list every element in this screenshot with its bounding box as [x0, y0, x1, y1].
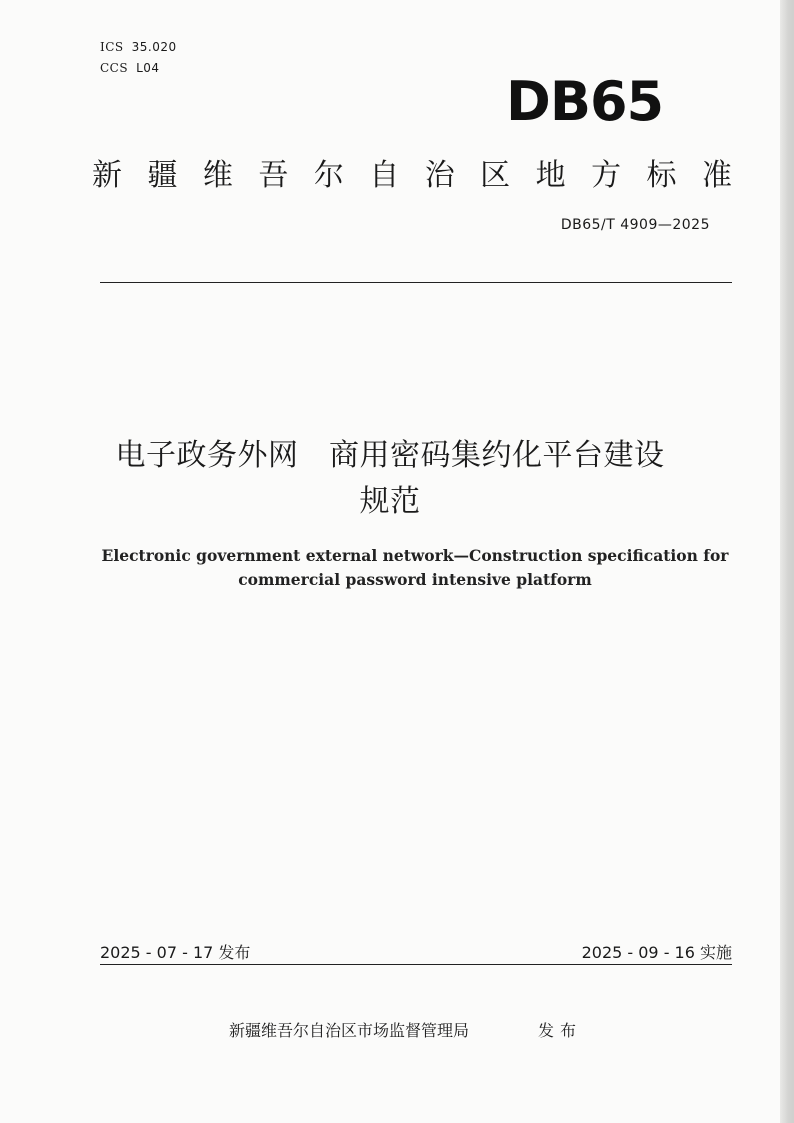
title-en-line1: Electronic government external network—Construction specification for: [101, 546, 729, 565]
ccs-label: CCS: [100, 61, 129, 75]
issue-date: 2025 - 07 - 17 发布: [100, 943, 251, 962]
department-char: 吾: [258, 158, 289, 193]
db65-logo: DB65: [506, 70, 664, 133]
standard-number: DB65/T 4909—2025: [560, 217, 710, 233]
ccs-value: L04: [136, 61, 160, 75]
publish-label: 发布: [538, 1021, 583, 1040]
department-char: 治: [424, 158, 455, 193]
publisher-name: 新疆维吾尔自治区市场监督管理局: [229, 1021, 470, 1040]
department-char: 地: [535, 158, 566, 193]
title-zh-line1: 电子政务外网 商用密码集约化平台建设: [115, 438, 665, 473]
department-char: 区: [480, 158, 511, 193]
ics-code: [100, 40, 177, 54]
ics-label: ICS: [100, 40, 124, 54]
department-char: 方: [591, 158, 622, 193]
department-char: 尔: [313, 158, 344, 193]
ics-value: 35.020: [131, 40, 177, 54]
header-divider: [100, 282, 732, 283]
implement-date: 2025 - 09 - 16 实施: [581, 943, 732, 962]
department-char: 自: [369, 158, 400, 193]
department-char: 准: [701, 158, 732, 193]
title-en-line2: commercial password intensive platform: [238, 570, 592, 589]
department-char: 疆: [147, 158, 178, 193]
title-zh-line2: 规范: [359, 484, 421, 519]
department-char: 维: [202, 158, 233, 193]
department-char: 标: [646, 158, 677, 193]
department-heading: [92, 150, 732, 194]
department-char: 新: [92, 158, 122, 193]
footer-divider: [100, 964, 732, 965]
ccs-code: [100, 61, 160, 75]
